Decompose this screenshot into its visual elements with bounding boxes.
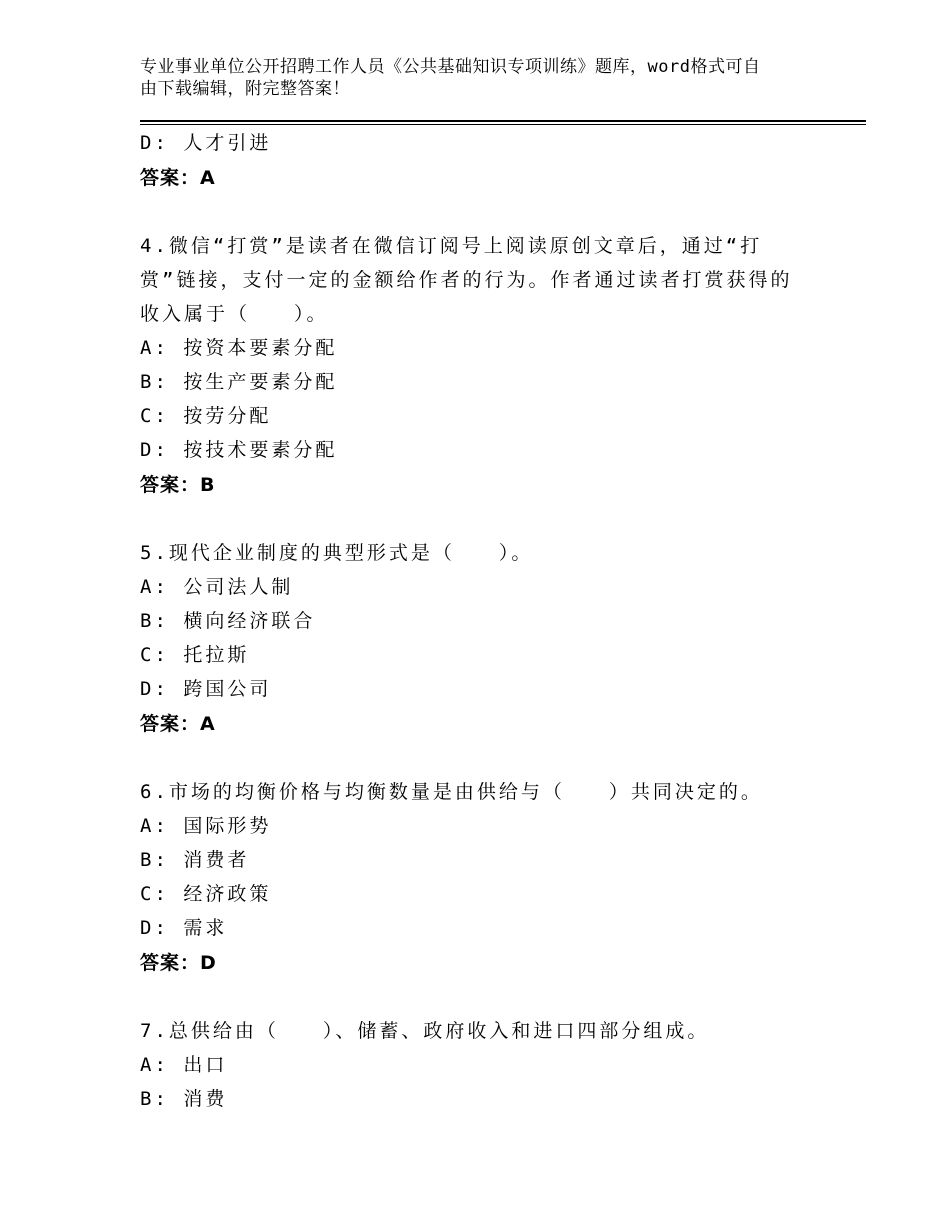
q4-option-c: C: 按劳分配 (140, 405, 272, 427)
q5-answer: 答案：A (140, 713, 216, 735)
q4-stem-line-1: 4.微信“打赏”是读者在微信订阅号上阅读原创文章后，通过“打 (140, 235, 763, 257)
q5-option-a: A: 公司法人制 (140, 576, 294, 598)
page-header (140, 56, 820, 100)
q4-option-a: A: 按资本要素分配 (140, 337, 338, 359)
q6-option-a: A: 国际形势 (140, 815, 272, 837)
q6-stem: 6.市场的均衡价格与均衡数量是由供给与（ ）共同决定的。 (140, 781, 763, 803)
q7-stem: 7.总供给由（ ）、储蓄、政府收入和进口四部分组成。 (140, 1020, 710, 1042)
q3-answer: 答案：A (140, 167, 216, 189)
q4-option-b: B: 按生产要素分配 (140, 371, 338, 393)
q6-option-b: B: 消费者 (140, 849, 250, 871)
q5-option-b: B: 横向经济联合 (140, 610, 316, 632)
q3-option-d: D: 人才引进 (140, 132, 272, 154)
header-line-2: 由下载编辑，附完整答案！ (140, 79, 350, 99)
q4-answer: 答案：B (140, 474, 216, 496)
header-divider-thin (140, 124, 866, 125)
q7-option-b: B: 消费 (140, 1088, 228, 1110)
q5-stem: 5.现代企业制度的典型形式是（ ）。 (140, 542, 534, 564)
header-divider-thick (140, 120, 866, 122)
q7-option-a: A: 出口 (140, 1054, 228, 1076)
header-line-1: 专业事业单位公开招聘工作人员《公共基础知识专项训练》题库，word格式可自 (140, 57, 761, 77)
q4-stem-line-3: 收入属于（ ）。 (140, 303, 329, 325)
q5-option-c: C: 托拉斯 (140, 644, 250, 666)
q5-option-d: D: 跨国公司 (140, 678, 272, 700)
q6-answer: 答案：D (140, 952, 217, 974)
q4-option-d: D: 按技术要素分配 (140, 439, 338, 461)
q6-option-c: C: 经济政策 (140, 883, 272, 905)
q4-stem-line-2: 赏”链接，支付一定的金额给作者的行为。作者通过读者打赏获得的 (140, 269, 793, 291)
q6-option-d: D: 需求 (140, 917, 228, 939)
